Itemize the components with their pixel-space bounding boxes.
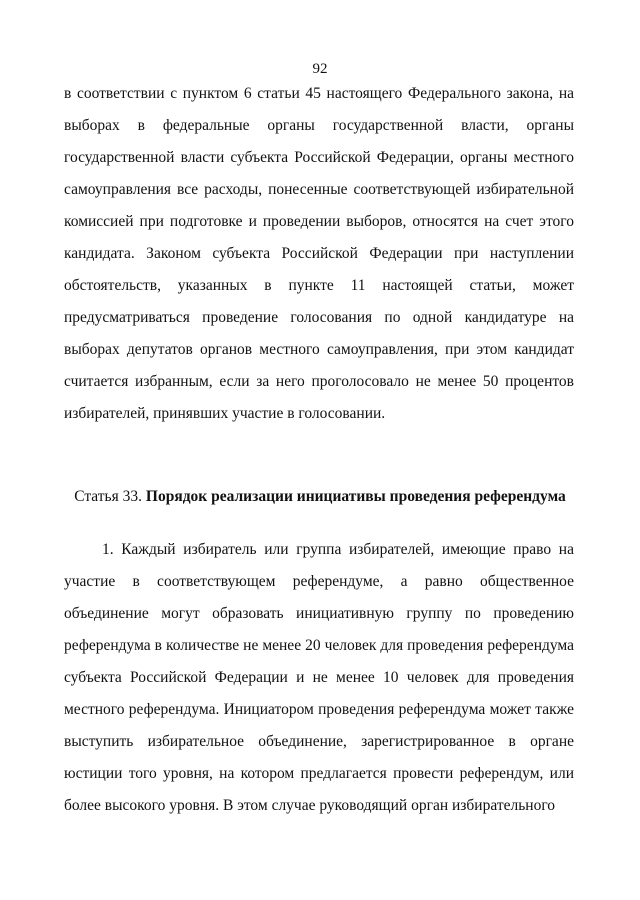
article-paragraph bbox=[64, 539, 574, 827]
text-line: государственной власти субъекта Российской Федерации, органы местного bbox=[64, 149, 574, 166]
text-line: выступить избирательное объединение, зарегистрированное в органе bbox=[64, 733, 574, 750]
text-line: самоуправления все расходы, понесенные соответствующей избирательной bbox=[64, 181, 574, 198]
text-line: референдума в количестве не менее 20 человек для проведения референдума bbox=[64, 637, 574, 654]
text-line: избирателей, принявших участие в голосовании. bbox=[64, 405, 386, 422]
page-number: 92 bbox=[312, 61, 328, 77]
paragraph-continuation bbox=[64, 83, 574, 435]
text-line: более высокого уровня. В этом случае руководящий орган избирательного bbox=[64, 797, 556, 814]
text-line: выборах в федеральные органы государственной власти, органы bbox=[64, 117, 574, 134]
text-line: юстиции того уровня, на котором предлагается провести референдум, или bbox=[64, 765, 574, 782]
text-line: объединение могут образовать инициативную группу по проведению bbox=[64, 605, 574, 622]
article-heading bbox=[0, 486, 640, 508]
text-line: в соответствии с пунктом 6 статьи 45 настоящего Федерального закона, на bbox=[64, 85, 574, 102]
text-line: 1. Каждый избиратель или группа избирателей, имеющие право на bbox=[102, 541, 574, 558]
text-line: участие в соответствующем референдуме, а равно общественное bbox=[64, 573, 574, 590]
text-line: субъекта Российской Федерации и не менее 10 человек для проведения bbox=[64, 669, 574, 686]
text-line: комиссией при подготовке и проведении выборов, относятся на счет этого bbox=[64, 213, 574, 230]
article-label: Статья 33. bbox=[74, 488, 146, 505]
text-line: местного референдума. Инициатором проведения референдума может также bbox=[64, 701, 574, 718]
text-line: выборах депутатов органов местного самоуправления, при этом кандидат bbox=[64, 341, 574, 358]
text-line: считается избранным, если за него проголосовало не менее 50 процентов bbox=[64, 373, 574, 390]
article-title: Порядок реализации инициативы проведения референдума bbox=[145, 488, 566, 505]
text-line: предусматриваться проведение голосования по одной кандидатуре на bbox=[64, 309, 574, 326]
text-line: обстоятельств, указанных в пункте 11 настоящей статьи, может bbox=[64, 277, 574, 294]
text-line: кандидата. Законом субъекта Российской Федерации при наступлении bbox=[64, 245, 574, 262]
